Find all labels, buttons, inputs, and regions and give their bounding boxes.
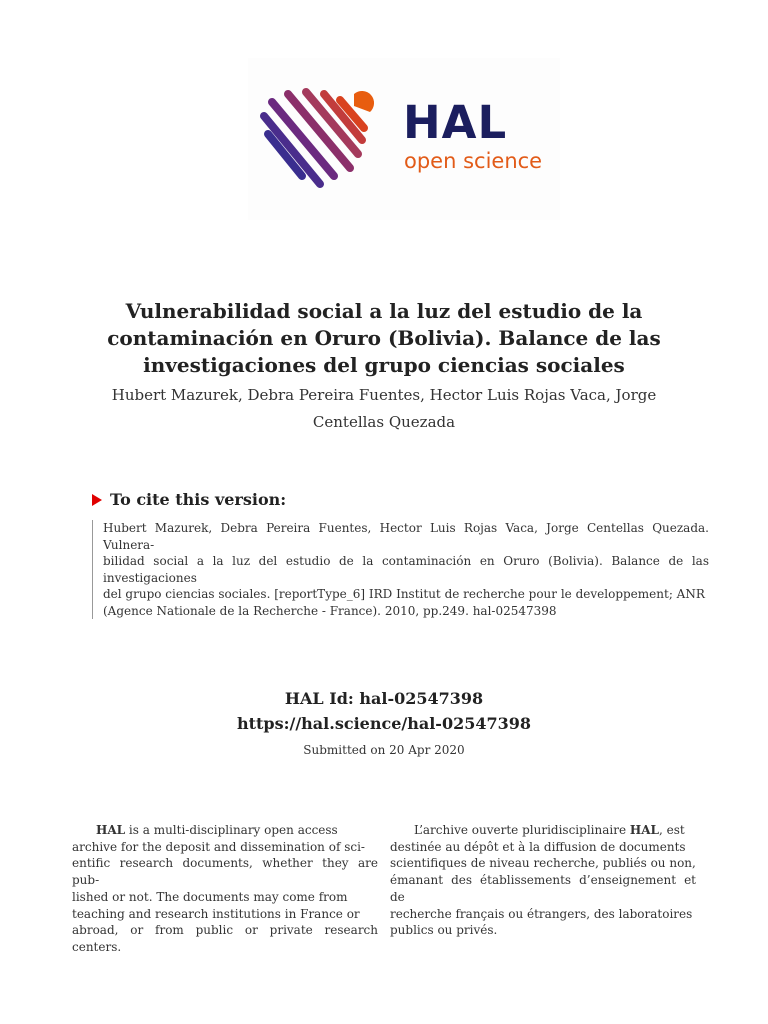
abstract-en-line: teaching and research institutions in France or xyxy=(72,906,360,921)
title-line: investigaciones del grupo ciencias sociales xyxy=(143,353,625,377)
abstract-english xyxy=(72,822,378,956)
abstract-fr-line: recherche français ou étrangers, des laboratoires xyxy=(390,906,693,921)
abstract-fr-line: publics ou privés. xyxy=(390,923,498,938)
hal-id: HAL Id: hal-02547398 xyxy=(284,689,484,708)
citation-line: del grupo ciencias sociales. [reportType_6] IRD Institut de recherche pour le developpement; ANR xyxy=(103,587,705,601)
hal-bold: HAL xyxy=(629,823,659,837)
abstract-en-line: entific research documents, whether they are pub- xyxy=(72,856,378,888)
cite-heading xyxy=(92,490,286,509)
title-line: Vulnerabilidad social a la luz del estudio de la xyxy=(125,299,643,323)
abstract-en-line: archive for the deposit and dissemination of sci- xyxy=(72,839,365,854)
abstract-fr-line: scientifiques de niveau recherche, publiés ou non, xyxy=(390,856,696,871)
abstract-en-line: abroad, or from public or private research centers. xyxy=(72,923,378,954)
citation-line: Hubert Mazurek, Debra Pereira Fuentes, Hector Luis Rojas Vaca, Jorge Centellas Quezada. Vulnera- xyxy=(103,521,709,552)
hal-bold: HAL xyxy=(96,823,126,837)
hal-logo-icon xyxy=(254,84,384,196)
abstract-fr-line: émanant des établissements d’enseignement et de xyxy=(390,873,696,904)
submission-date: Submitted on 20 Apr 2020 xyxy=(303,743,465,757)
document-title xyxy=(90,298,678,379)
abstract-en-line: HAL is a multi-disciplinary open access xyxy=(96,823,338,837)
citation-line: (Agence Nationale de la Recherche - France). 2010, pp.249. hal-02547398 xyxy=(103,603,557,618)
hal-logo xyxy=(248,58,560,220)
citation-text xyxy=(92,520,709,619)
authors-line: Hubert Mazurek, Debra Pereira Fuentes, Hector Luis Rojas Vaca, Jorge xyxy=(111,386,657,404)
document-authors xyxy=(90,382,678,436)
citation-line: bilidad social a la luz del estudio de la contaminación en Oruro (Bolivia). Balance de las investigaciones xyxy=(103,554,709,585)
hal-url-link[interactable]: https://hal.science/hal-02547398 xyxy=(236,714,532,733)
hal-id-block xyxy=(90,686,678,736)
logo-tagline: open science xyxy=(404,149,543,173)
abstract-fr-line: destinée au dépôt et à la diffusion de documents xyxy=(390,839,686,854)
logo-wordmark: HAL xyxy=(403,96,508,149)
abstract-en-line: lished or not. The documents may come from xyxy=(72,889,348,904)
abstract-fr-line: L’archive ouverte pluridisciplinaire HAL, est xyxy=(414,823,685,837)
cite-heading-text: To cite this version: xyxy=(110,490,287,509)
logo-dot xyxy=(354,91,374,112)
authors-line: Centellas Quezada xyxy=(312,413,456,431)
title-line: contaminación en Oruro (Bolivia). Balance de las xyxy=(107,326,661,350)
triangle-bullet-icon xyxy=(92,494,102,506)
abstract-french xyxy=(390,822,696,939)
